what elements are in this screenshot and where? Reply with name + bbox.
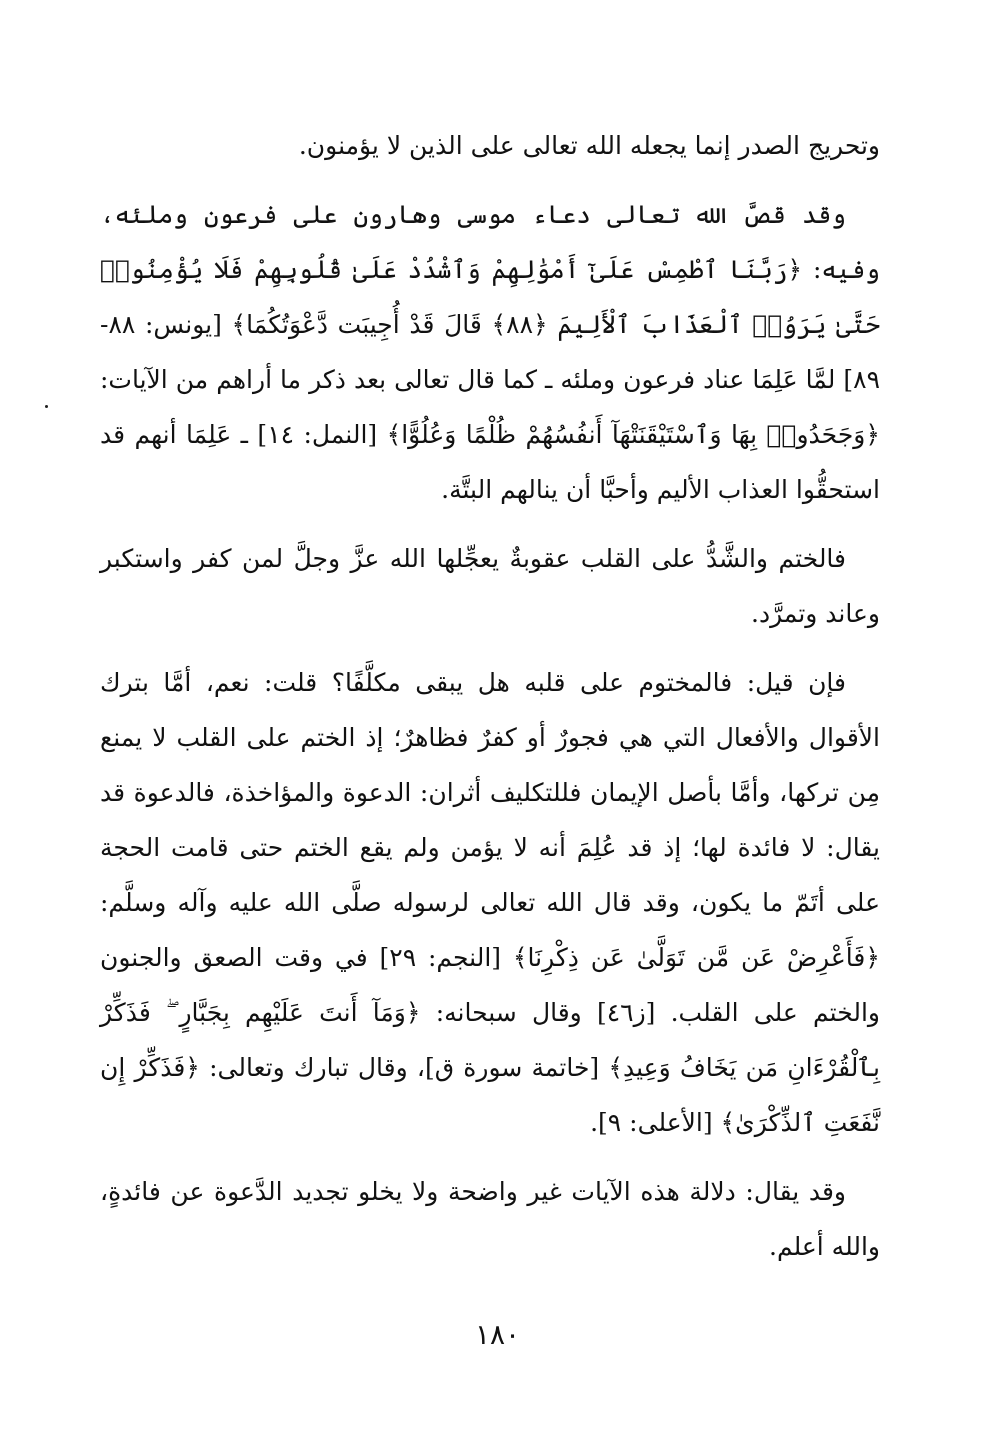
paragraph-1: وتحريج الصدر إنما يجعله الله تعالى على الذين لا يؤمنون. — [298, 131, 880, 160]
scan-speck — [45, 405, 48, 408]
paragraph-3: فالختم والشَّدُّ على القلب عقوبةٌ يعجِّلها الله عزَّ وجلَّ لمن كفر واستكبر وعاند وتمرَّد. — [100, 544, 880, 628]
paragraph-5: وقد يقال: دلالة هذه الآيات غير واضحة ولا يخلو تجديد الدَّعوة عن فائدةٍ، والله أعلم. — [100, 1177, 880, 1261]
paragraph-2: وقد قصَّ الله تعالى دعاء موسى وهارون على فرعون وملئه، وفيه: ﴿رَبَّنَا ٱطْمِسْ عَلَىٰٓ أَمْوَٰلِهِمْ وَٱشْدُدْ عَلَىٰ قُلُوبِهِمْ فَلَا يُؤْمِنُوا۟ حَتَّىٰ يَرَوُا۟ ٱلْعَذَابَ ٱلْأَلِيمَ ﴿٨٨﴾ قَالَ قَدْ أُجِيبَت دَّعْوَتُكُمَا﴾ [يونس: ٨٨- ٨٩] لمَّا عَلِمَا عناد فرعون وملئه ـ كما قال تعالى بعد ذكر ما أراهم من الآيات: ﴿وَجَحَدُوا۟ بِهَا وَٱسْتَيْقَنَتْهَآ أَنفُسُهُمْ ظُلْمًا وَعُلُوًّا﴾ [النمل: ١٤] ـ عَلِمَا أنهم قد استحقُّوا العذاب الأليم وأحبَّا أن ينالهم البتَّة. — [100, 200, 880, 504]
page-body — [100, 118, 880, 1288]
page-number: ١٨٠ — [474, 1318, 521, 1351]
paragraph-4: فإن قيل: فالمختوم على قلبه هل يبقى مكلَّفًا؟ قلت: نعم، أمَّا بترك الأقوال والأفعال التي هي فجورٌ أو كفرٌ فظاهرٌ؛ إذ الختم على القلب لا يمنع مِن تركها، وأمَّا بأصل الإيمان فللتكليف أثران: الدعوة والمؤاخذة، فالدعوة قد يقال: لا فائدة لها؛ إذ قد عُلِمَ أنه لا يؤمن ولم يقع الختم حتى قامت الحجة على أتَمّ ما يكون، وقد قال الله تعالى لرسوله صلَّى الله عليه وآله وسلَّم: ﴿فَأَعْرِضْ عَن مَّن تَوَلَّىٰ عَن ذِكْرِنَا﴾ [النجم: ٢٩] في وقت الصعق والجنون والختم على القلب. [ز٤٦] وقال سبحانه: ﴿وَمَآ أَنتَ عَلَيْهِم بِجَبَّارٍ ۖ فَذَكِّرْ بِٱلْقُرْءَانِ مَن يَخَافُ وَعِيدِ﴾ [خاتمة سورة ق]، وقال تبارك وتعالى: ﴿فَذَكِّرْ إِن نَّفَعَتِ ٱلذِّكْرَىٰ﴾ [الأعلى: ٩]. — [100, 668, 880, 1137]
